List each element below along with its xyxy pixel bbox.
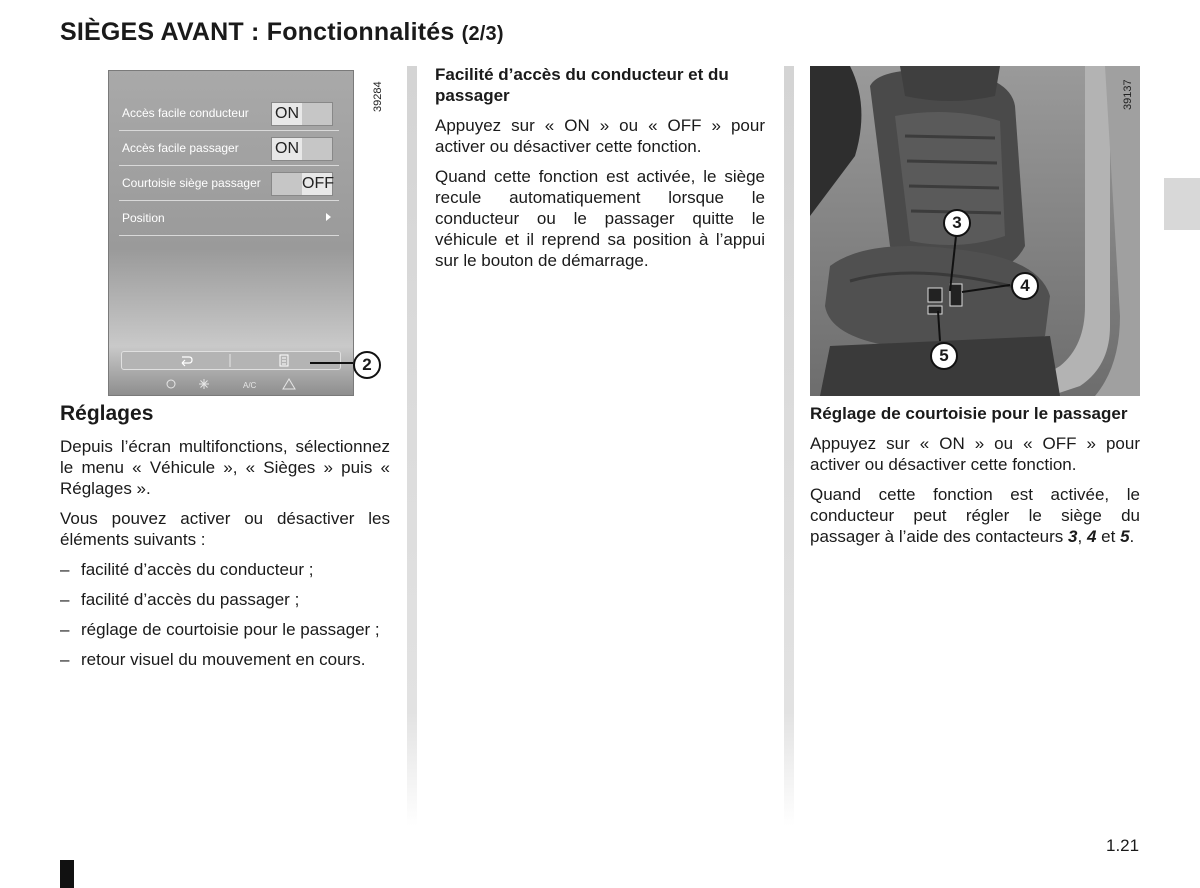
page-title bbox=[60, 18, 504, 47]
paragraph: Quand cette fonction est activée, le siège recule automatiquement lorsque le conducteur ou le passager quitte le véhicule et il reprend sa position à l’appui sur le bouton de démarrage. bbox=[435, 167, 765, 270]
menu-item-position: Position bbox=[119, 201, 339, 236]
page-number: 1.21 bbox=[1106, 836, 1140, 855]
callout-2: 2 bbox=[353, 351, 381, 379]
ac-label: A/C bbox=[243, 381, 257, 390]
seat-photo-illustration bbox=[810, 66, 1140, 396]
ref-3: 3 bbox=[1068, 527, 1078, 546]
seat-photo bbox=[810, 66, 1140, 396]
paragraph: Vous pouvez activer ou désactiver les éléments suivants : bbox=[60, 509, 390, 549]
toggle-switch bbox=[271, 102, 333, 126]
back-arrow-icon bbox=[182, 357, 192, 366]
list-item: – réglage de courtoisie pour le passager ; bbox=[60, 620, 380, 639]
paragraph: Depuis l’écran multifonctions, sélectionnez le menu « Véhicule », « Sièges » puis « Réglages ». bbox=[60, 437, 390, 498]
title-text: SIÈGES AVANT : Fonctionnalités bbox=[60, 18, 455, 46]
ref-5: 5 bbox=[1120, 527, 1130, 546]
chapter-tab bbox=[1164, 178, 1200, 230]
menu-list-icon bbox=[280, 355, 288, 366]
list-item: – facilité d’accès du passager ; bbox=[60, 590, 300, 609]
list-item: – retour visuel du mouvement en cours. bbox=[60, 650, 366, 669]
middle-column bbox=[435, 64, 765, 280]
snowflake-icon bbox=[199, 379, 209, 389]
toggle-switch bbox=[271, 137, 333, 161]
settings-list bbox=[60, 559, 390, 670]
chevron-right-icon bbox=[326, 213, 331, 221]
subheading: Réglage de courtoisie pour le passager bbox=[810, 404, 1128, 423]
title-page-indicator: (2/3) bbox=[461, 23, 504, 45]
toggle-state: OFF bbox=[302, 173, 332, 195]
left-column bbox=[60, 402, 390, 679]
paragraph: Appuyez sur « ON » ou « OFF » pour activer ou désactiver cette fonction. bbox=[810, 434, 1140, 474]
column-divider-left bbox=[407, 66, 417, 826]
paragraph: Quand cette fonction est activée, le conducteur peut régler le siège du passager à l’aide des contacteurs 3, 4 et 5. bbox=[810, 485, 1140, 546]
right-column bbox=[810, 403, 1140, 556]
fan-icon bbox=[167, 380, 175, 388]
warning-icon bbox=[283, 379, 295, 389]
function-icons bbox=[159, 378, 309, 390]
toggle-state: ON bbox=[272, 103, 302, 125]
callout-4: 4 bbox=[1011, 272, 1039, 300]
screen-function-row bbox=[159, 377, 309, 389]
screen-image-code: 39284 bbox=[372, 81, 384, 112]
menu-item-passenger-access: Accès facile passager ON bbox=[119, 131, 339, 166]
callout-3: 3 bbox=[943, 209, 971, 237]
ref-4: 4 bbox=[1086, 527, 1097, 546]
column-divider-right bbox=[784, 66, 794, 826]
paragraph: Appuyez sur « ON » ou « OFF » pour activer ou désactiver cette fonction. bbox=[435, 116, 765, 156]
toggle-switch bbox=[271, 172, 333, 196]
toggle-state: ON bbox=[272, 138, 302, 160]
subheading: Facilité d’accès du conducteur et du passager bbox=[435, 65, 729, 105]
photo-image-code: 39137 bbox=[1122, 79, 1134, 110]
menu-item-driver-access: Accès facile conducteur ON bbox=[119, 96, 339, 131]
menu-item-passenger-courtesy: Courtoisie siège passager OFF bbox=[119, 166, 339, 201]
section-heading: Réglages bbox=[60, 402, 154, 425]
callout-5: 5 bbox=[930, 342, 958, 370]
list-item: – facilité d’accès du conducteur ; bbox=[60, 560, 314, 579]
corner-mark bbox=[60, 860, 74, 888]
